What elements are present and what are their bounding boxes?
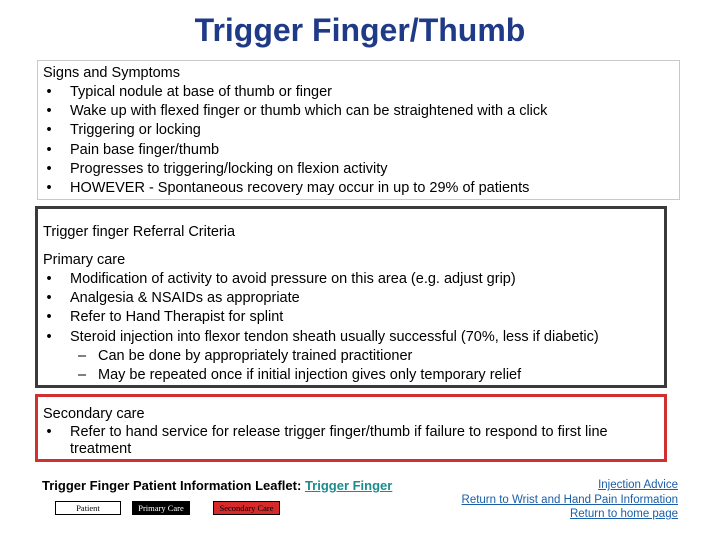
list-item: • Refer to Hand Therapist for splint <box>43 308 665 327</box>
bullet-icon: • <box>46 424 52 440</box>
footer-links <box>462 478 678 522</box>
secondary-care-heading: Secondary care <box>43 406 145 422</box>
dash-icon: – <box>78 348 87 364</box>
list-item: • Progresses to triggering/locking on flexion activity <box>43 160 673 179</box>
list-item: • Typical nodule at base of thumb or finger <box>43 83 673 102</box>
bullet-icon: • <box>46 271 52 287</box>
list-item: • Pain base finger/thumb <box>43 141 673 160</box>
bullet-icon: • <box>46 328 52 345</box>
list-item: • Steroid injection into flexor tendon sheath usually successful (70%, less if diabetic) <box>43 328 665 347</box>
list-item: • Wake up with flexed finger or thumb which can be straightened with a click <box>43 102 673 121</box>
bullet-icon: • <box>46 122 52 139</box>
list-item: – Can be done by appropriately trained practitioner <box>70 347 643 366</box>
primary-care-heading: Primary care <box>43 252 126 268</box>
secondary-care-box <box>35 394 667 462</box>
leaflet-label: Trigger Finger Patient Information Leaflet: <box>42 478 302 493</box>
home-page-link[interactable]: Return to home page <box>569 508 678 520</box>
list-item: • Triggering or locking <box>43 121 673 140</box>
patient-button[interactable]: Patient <box>55 501 121 515</box>
signs-list <box>43 83 673 198</box>
bullet-icon: • <box>46 180 52 197</box>
list-item: • HOWEVER - Spontaneous recovery may occur in up to 29% of patients <box>43 179 673 198</box>
primary-care-button[interactable]: Primary Care <box>132 501 190 515</box>
bullet-icon: • <box>46 160 52 177</box>
secondary-care-button[interactable]: Secondary Care <box>213 501 280 515</box>
wrist-hand-pain-link[interactable]: Return to Wrist and Hand Pain Information <box>461 493 678 506</box>
signs-heading: Signs and Symptoms <box>43 65 181 81</box>
primary-care-list <box>43 270 665 347</box>
dash-icon: – <box>78 367 87 384</box>
bullet-icon: • <box>46 103 52 120</box>
injection-sublist <box>43 347 643 385</box>
referral-heading: Trigger finger Referral Criteria <box>43 224 236 240</box>
list-item: • Refer to hand service for release trigger finger/thumb if failure to respond to first line treatment <box>43 424 665 458</box>
list-item: – May be repeated once if initial injection gives only temporary relief <box>70 366 643 385</box>
secondary-care-list <box>43 424 665 458</box>
injection-advice-link[interactable]: Injection Advice <box>598 479 678 491</box>
leaflet-line <box>42 478 392 493</box>
bullet-icon: • <box>46 309 52 326</box>
bullet-icon: • <box>46 141 52 158</box>
signs-box <box>37 60 680 200</box>
leaflet-link[interactable]: Trigger Finger <box>304 478 393 493</box>
bullet-icon: • <box>46 290 52 307</box>
bullet-icon: • <box>46 84 52 100</box>
list-item: • Modification of activity to avoid pressure on this area (e.g. adjust grip) <box>43 270 665 289</box>
list-item: • Analgesia & NSAIDs as appropriate <box>43 289 665 308</box>
page-title: Trigger Finger/Thumb <box>194 12 526 48</box>
referral-box <box>35 206 667 388</box>
